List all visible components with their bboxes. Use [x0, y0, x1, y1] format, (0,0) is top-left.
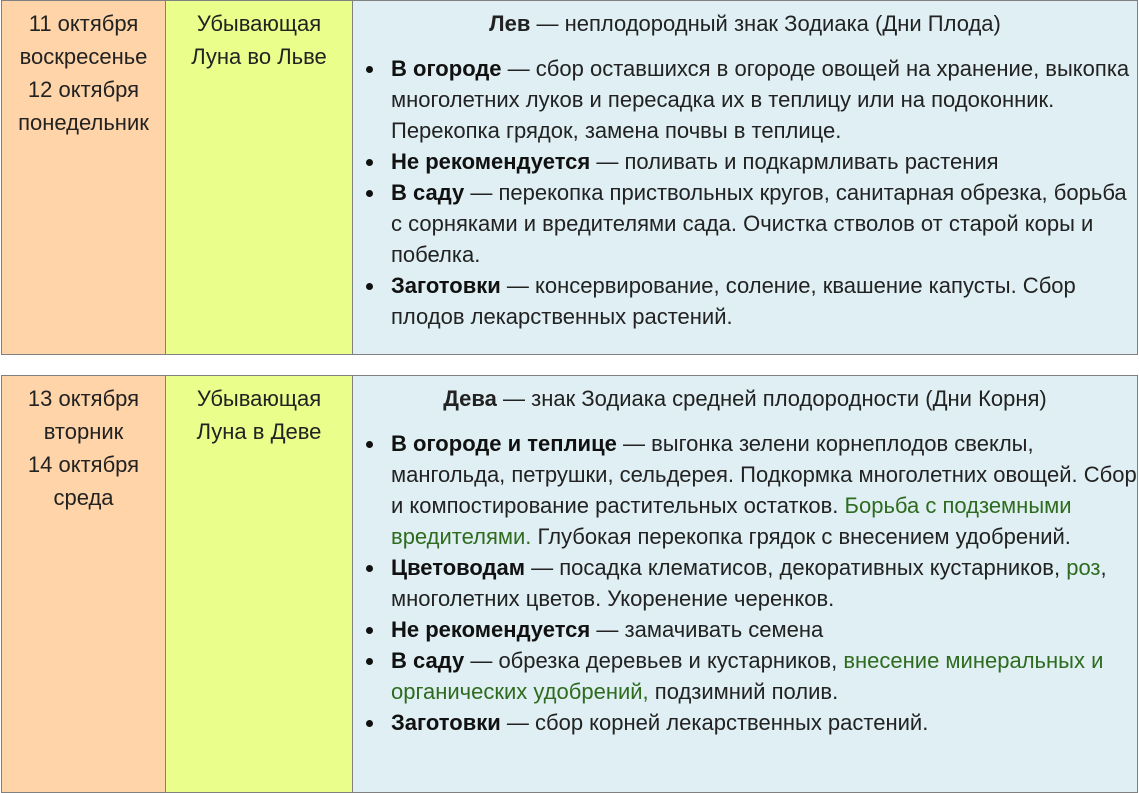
list-item — [391, 614, 1137, 645]
task-label: В огороде и теплице — [391, 431, 617, 456]
date-cell — [2, 376, 166, 793]
zodiac-description: — неплодородный знак Зодиака (Дни Плода) — [530, 11, 1001, 36]
list-item — [391, 428, 1137, 552]
task-text: — посадка клематисов, декоративных кустарников, — [525, 555, 1067, 580]
task-text: — сбор оставшихся в огороде овощей на хранение, выкопка многолетних луков и пересадка их в теплицу или на подоконник. Перекопка грядок, замена почвы в теплице. — [391, 56, 1130, 143]
task-label: В саду — [391, 648, 465, 673]
weekday-line: понедельник — [18, 110, 149, 135]
task-text: — перекопка приствольных кругов, санитарная обрезка, борьба с сорняками и вредителями сада. Очистка стволов от старой коры и побелка. — [391, 180, 1127, 267]
table-row — [2, 1, 1138, 355]
calendar-table-leo — [1, 0, 1138, 355]
zodiac-name: Лев — [489, 11, 531, 36]
task-text: подзимний полив. — [648, 679, 839, 704]
zodiac-name: Дева — [443, 386, 497, 411]
weekday-line: воскресенье — [19, 44, 148, 69]
zodiac-heading — [353, 1, 1137, 39]
moon-phase-cell — [166, 1, 353, 355]
fertilizer-link[interactable]: внесение минеральных и органических удобрений, — [391, 648, 1104, 704]
zodiac-heading — [353, 376, 1137, 414]
list-item — [391, 177, 1137, 270]
task-label: В огороде — [391, 56, 502, 81]
date-line: 12 октября — [27, 77, 140, 102]
list-item — [391, 146, 1137, 177]
task-text: — обрезка деревьев и кустарников, — [464, 648, 844, 673]
date-line: 14 октября — [27, 452, 140, 477]
task-label: Заготовки — [391, 273, 501, 298]
list-item — [391, 707, 1137, 738]
task-list — [353, 428, 1137, 738]
list-item — [391, 552, 1137, 614]
weekday-line: вторник — [43, 419, 124, 444]
task-text: — сбор корней лекарственных растений. — [500, 710, 929, 735]
moon-sign: Луна в Деве — [196, 419, 322, 444]
weekday-line: среда — [53, 485, 114, 510]
calendar-table-virgo — [1, 375, 1138, 793]
task-text: — поливать и подкармливать растения — [590, 149, 999, 174]
task-list — [353, 53, 1137, 332]
task-label: Цветоводам — [391, 555, 526, 580]
table-row — [2, 376, 1138, 793]
task-text: — консервирование, соление, квашение капусты. Сбор плодов лекарственных растений. — [391, 273, 1076, 329]
task-text: Глубокая перекопка грядок с внесением удобрений. — [531, 524, 1071, 549]
roses-link[interactable]: роз — [1066, 555, 1101, 580]
task-label: Не рекомендуется — [391, 149, 591, 174]
moon-phase: Убывающая — [196, 11, 322, 36]
task-label: Заготовки — [391, 710, 501, 735]
list-item — [391, 270, 1137, 332]
list-item — [391, 53, 1137, 146]
zodiac-cell — [353, 376, 1138, 793]
moon-sign: Луна во Льве — [191, 44, 327, 69]
task-label: Не рекомендуется — [391, 617, 591, 642]
list-item — [391, 645, 1137, 707]
date-line: 11 октября — [28, 11, 139, 36]
zodiac-cell — [353, 1, 1138, 355]
task-text: , многолетних цветов. Укоренение черенков. — [391, 555, 1107, 611]
moon-phase-cell — [166, 376, 353, 793]
task-text: — замачивать семена — [590, 617, 824, 642]
task-label: В саду — [391, 180, 465, 205]
moon-phase: Убывающая — [196, 386, 322, 411]
pests-link[interactable]: Борьба с подземными вредителями. — [391, 493, 1072, 549]
task-text: — выгонка зелени корнеплодов свеклы, мангольда, петрушки, сельдерея. Подкормка многолетних овощей. Сбор и компостирование растительных остатков. — [391, 431, 1137, 518]
date-line: 13 октября — [27, 386, 140, 411]
date-cell — [2, 1, 166, 355]
zodiac-description: — знак Зодиака средней плодородности (Дни Корня) — [496, 386, 1047, 411]
